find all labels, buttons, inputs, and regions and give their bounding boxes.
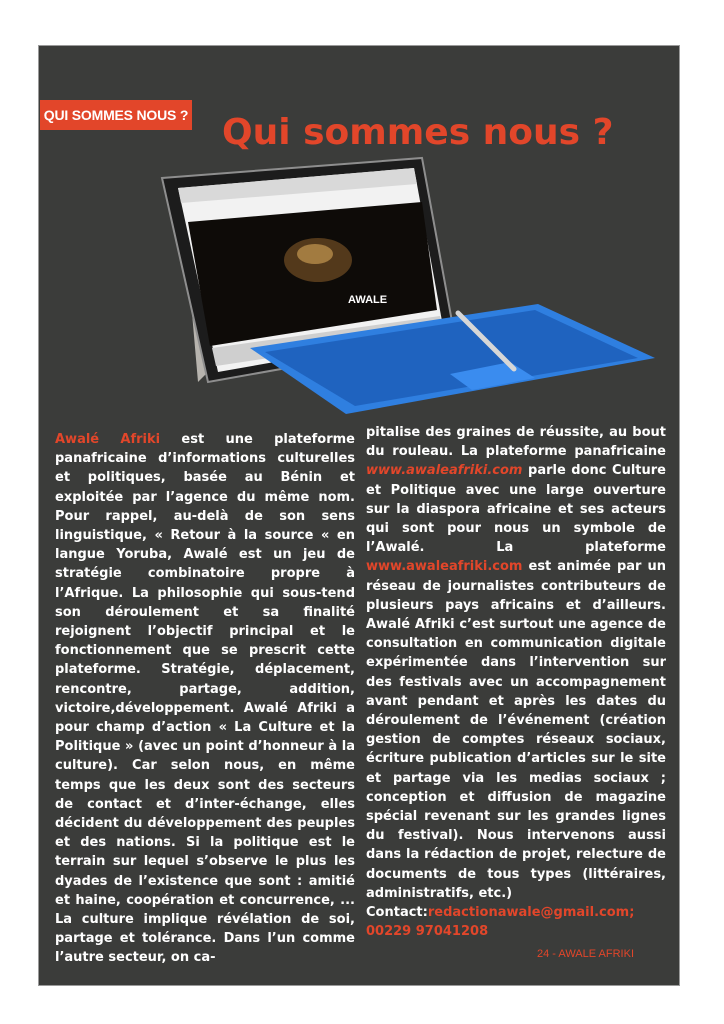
contact-email[interactable]: redactionawale@gmail.com; — [427, 905, 635, 921]
section-tag: QUI SOMMES NOUS ? — [40, 100, 192, 130]
right-text-1: pitalise des graines de réussite, au bout du rouleau. La plateforme panafricaine — [366, 425, 666, 460]
website-link[interactable]: www.awaleafriki.com — [366, 559, 523, 575]
tablet-keyboard-image — [150, 150, 670, 420]
left-column-text: est une plateforme panafricaine d’informations culturelles et politiques, basée au Bénin et exploitée par l’agence du même nom. Pour rappel, au-delà de son sens linguistique, « Retour à la source « en langue Yoruba, Awalé est un jeu de stratégie combinatoire propre à l’Afrique. La philosophie qui sous-tend son déroulement et sa finalité rejoignent l’objectif principal et le fonctionnement que se prescrit cette plateforme. Stratégie, déplacement, rencontre, partage, addition, victoire,développement. Awalé Afriki a pour champ d’action « La Culture et la Politique » (avec un point d’honneur à la culture). Car selon nous, en même temps que les deux sont des secteurs de contact et d’inter-échange, elles décident du développement des peuples et des nations. Si la politique est le terrain sur lequel s’observe le plus les dyades de l’existence que sont : amitié et haine, coopération et concurrence, ... La culture implique révélation de soi, partage et tolérance. Dans l’un comme l’autre secteur, on ca- — [55, 432, 355, 966]
brand-name: Awalé Afriki — [55, 432, 161, 447]
left-column — [55, 430, 355, 968]
website-link-italic[interactable]: www.awaleafriki.com — [366, 463, 523, 479]
page-footer: 24 - AWALE AFRIKI — [537, 948, 634, 960]
right-column — [366, 423, 666, 941]
page-title: Qui sommes nous ? — [222, 112, 614, 153]
contact-phone: 00229 97041208 — [366, 924, 489, 940]
screen-logo-text: AWALE — [348, 294, 388, 306]
right-text-3: est animée par un réseau de journalistes contributeurs de plusieurs pays africains et d’ailleurs. Awalé Afriki c’est surtout une agence de consultation en communication digitale expérimentée dans l’intervention sur des festivals avec un accompagnement avant pendant et après les dates du déroulement de l’événement (création gestion de comptes réseaux sociaux, écriture publication d’articles sur le site et partage via les medias sociaux ; conception et diffusion de magazine spécial revenant sur les grandes lignes du festival). Nous intervenons aussi dans la rédaction de projet, relecture de documents de tous types (littéraires, administratifs, etc.) — [366, 559, 666, 901]
contact-label: Contact: — [366, 905, 428, 921]
right-text-2: parle donc Culture et Politique avec une large ouverture sur la diaspora africaine et ses acteurs qui sont pour nous un symbole de l’Awalé. La plateforme — [366, 463, 666, 556]
